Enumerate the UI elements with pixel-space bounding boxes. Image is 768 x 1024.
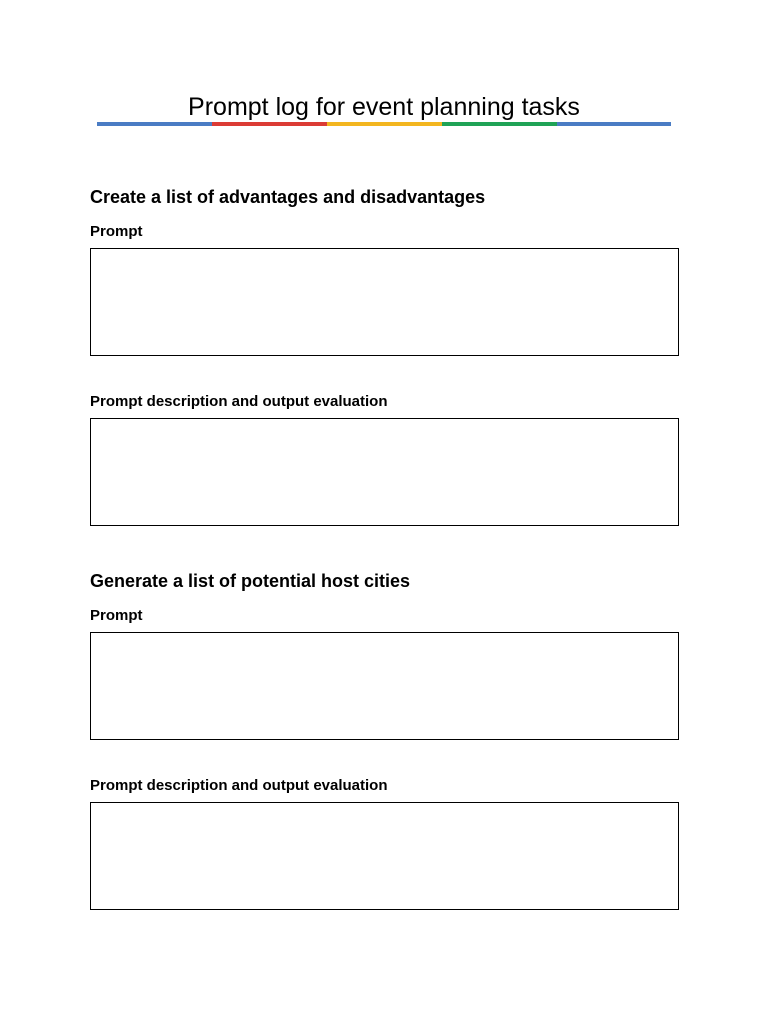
section-heading-host-cities: Generate a list of potential host cities bbox=[90, 571, 411, 591]
title-underline-yellow bbox=[327, 122, 442, 126]
evaluation-label-advantages: Prompt description and output evaluation bbox=[90, 393, 388, 410]
section-heading-advantages: Create a list of advantages and disadvantages bbox=[90, 187, 486, 207]
title-underline bbox=[97, 122, 671, 126]
prompt-label-advantages: Prompt bbox=[90, 223, 143, 240]
prompt-label-host-cities: Prompt bbox=[90, 607, 143, 624]
title-underline-blue-right bbox=[557, 122, 671, 126]
evaluation-field-host-cities[interactable] bbox=[90, 802, 679, 910]
page-title: Prompt log for event planning tasks bbox=[188, 93, 580, 121]
prompt-field-advantages[interactable] bbox=[90, 248, 679, 356]
title-underline-red bbox=[212, 122, 327, 126]
prompt-field-host-cities[interactable] bbox=[90, 632, 679, 740]
title-underline-green bbox=[442, 122, 557, 126]
title-underline-blue-left bbox=[97, 122, 212, 126]
evaluation-label-host-cities: Prompt description and output evaluation bbox=[90, 777, 388, 794]
evaluation-field-advantages[interactable] bbox=[90, 418, 679, 526]
